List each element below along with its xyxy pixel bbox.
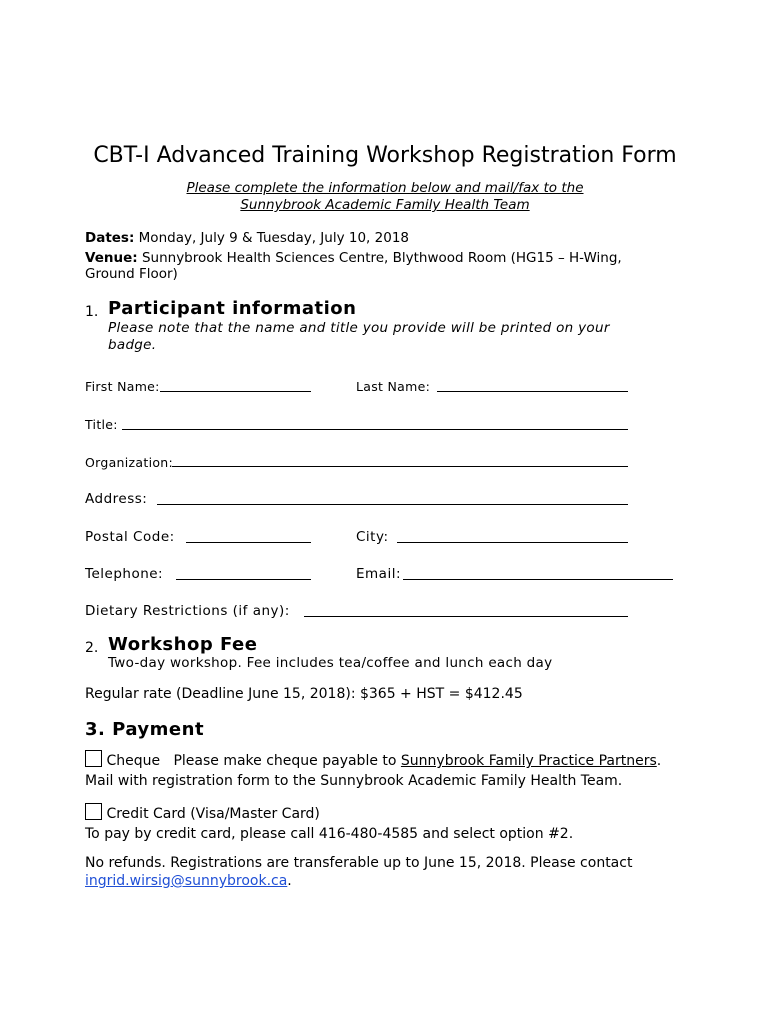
workshop-fee-description: Two-day workshop. Fee includes tea/coffee and lunch each day [108, 655, 553, 671]
venue-label: Venue: [85, 250, 138, 266]
title-field[interactable] [122, 429, 628, 430]
instructions-line-1: Please complete the information below and mail/fax to the [186, 180, 584, 196]
dietary-field[interactable] [304, 616, 628, 617]
cheque-payee: Sunnybrook Family Practice Partners [400, 753, 657, 769]
first-name-field[interactable] [160, 391, 311, 392]
email-field[interactable] [403, 579, 673, 580]
dates-row [85, 230, 409, 247]
title-label: Title: [85, 417, 118, 432]
section3-heading: 3. Payment [85, 719, 205, 740]
contact-period: . [287, 873, 292, 889]
credit-card-checkbox[interactable] [85, 803, 102, 820]
regular-rate: Regular rate (Deadline June 15, 2018): $365 + HST = $412.45 [85, 686, 523, 702]
postal-code-label: Postal Code: [85, 529, 175, 545]
venue-row [85, 250, 622, 267]
section2-number: 2. [85, 640, 99, 656]
dietary-label: Dietary Restrictions (if any): [85, 603, 290, 619]
address-label: Address: [85, 491, 148, 507]
telephone-label: Telephone: [85, 566, 164, 582]
form-title: CBT-I Advanced Training Workshop Registration Form [93, 143, 677, 168]
cheque-instructions: Please make cheque payable to [173, 753, 397, 769]
section1-note-line-2: badge. [108, 337, 157, 353]
cheque-period: . [656, 753, 662, 769]
section1-number: 1. [85, 304, 99, 320]
instructions-line-2: Sunnybrook Academic Family Health Team [240, 197, 530, 213]
section1-note-line-1: Please note that the name and title you provide will be printed on your [108, 320, 610, 336]
venue-value-continued: Ground Floor) [85, 266, 178, 282]
dates-value: Monday, July 9 & Tuesday, July 10, 2018 [138, 230, 409, 246]
email-label: Email: [356, 566, 402, 582]
cheque-checkbox[interactable] [85, 750, 102, 767]
organization-label: Organization: [85, 455, 174, 470]
cheque-mail-instructions: Mail with registration form to the Sunnybrook Academic Family Health Team. [85, 773, 623, 789]
postal-code-field[interactable] [186, 542, 311, 543]
contact-row [85, 873, 292, 889]
section2-heading: Workshop Fee [108, 634, 258, 655]
last-name-label: Last Name: [356, 379, 431, 394]
venue-value: Sunnybrook Health Sciences Centre, Blythwood Room (HG15 – H-Wing, [141, 250, 622, 266]
cheque-label: Cheque [106, 753, 161, 769]
contact-email-link[interactable]: ingrid.wirsig@sunnybrook.ca [85, 873, 288, 889]
address-field[interactable] [157, 504, 628, 505]
city-label: City: [356, 529, 389, 545]
refund-policy: No refunds. Registrations are transferable up to June 15, 2018. Please contact [85, 855, 633, 871]
telephone-field[interactable] [176, 579, 311, 580]
credit-card-instructions: To pay by credit card, please call 416-480-4585 and select option #2. [85, 826, 574, 842]
credit-card-row [85, 803, 320, 822]
city-field[interactable] [397, 542, 628, 543]
section1-heading: Participant information [108, 298, 357, 319]
cheque-row [85, 750, 661, 769]
credit-card-label: Credit Card (Visa/Master Card) [106, 806, 320, 822]
first-name-label: First Name: [85, 379, 160, 394]
last-name-field[interactable] [437, 391, 628, 392]
organization-field[interactable] [172, 466, 628, 467]
dates-label: Dates: [85, 230, 135, 246]
